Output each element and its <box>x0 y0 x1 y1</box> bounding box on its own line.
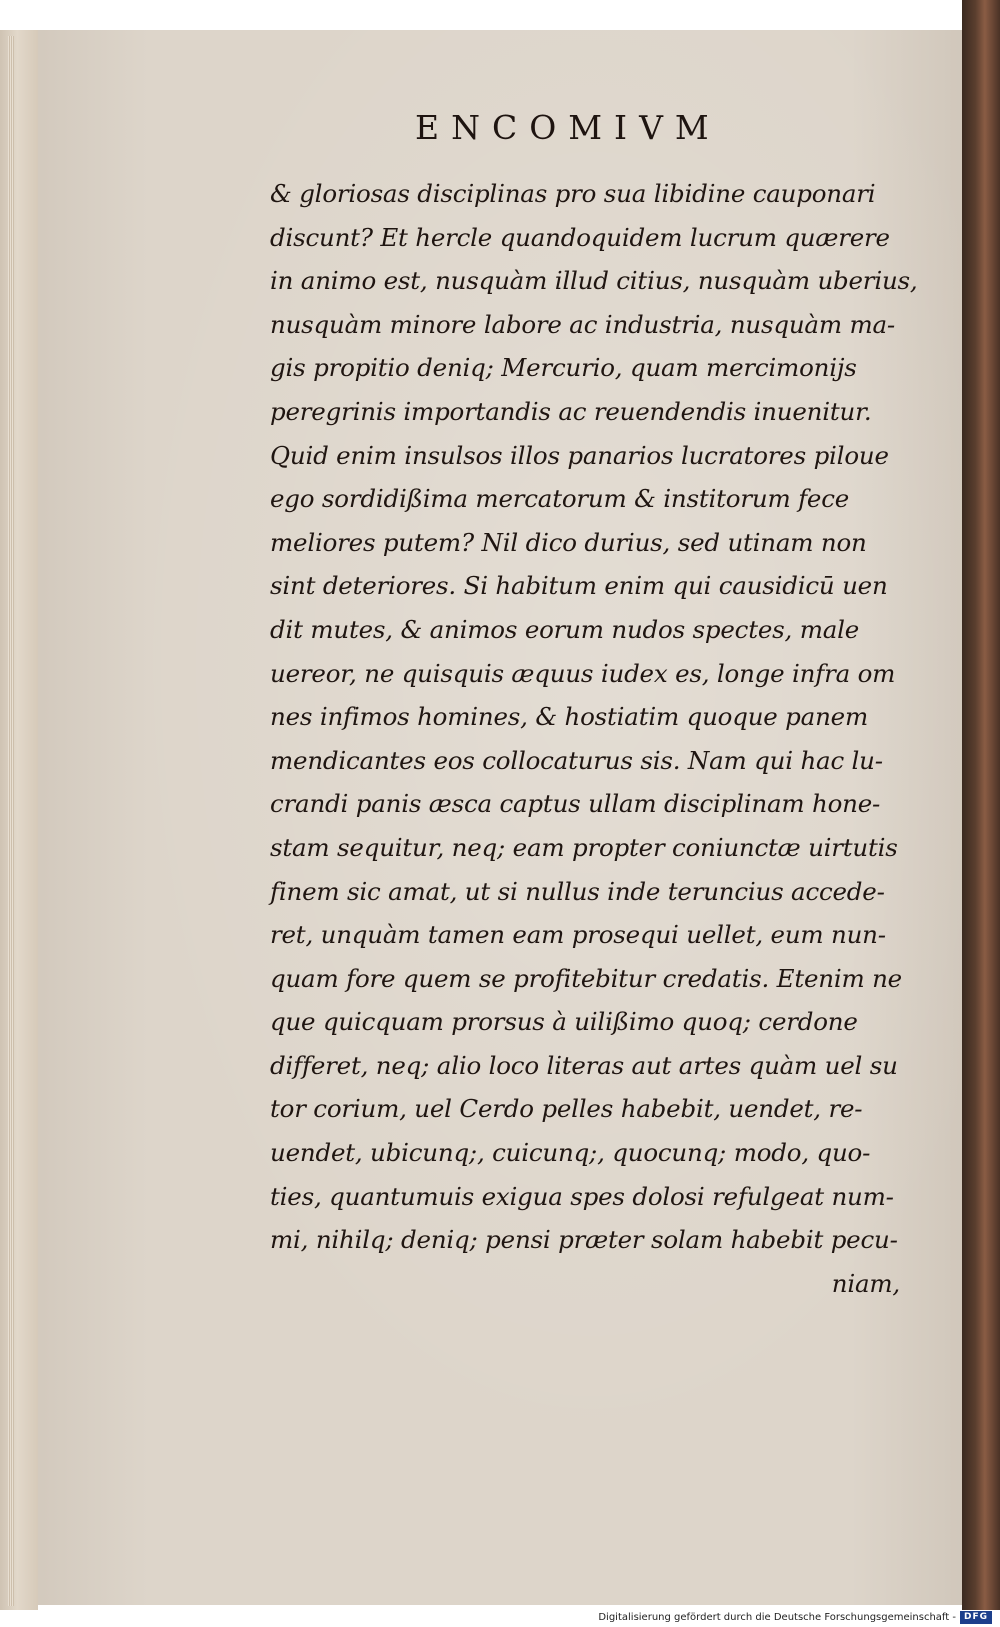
text-line: peregrinis importandis ac reuendendis inuenitur. <box>270 396 872 426</box>
text-line: nusquàm minore labore ac industria, nusquàm ma- <box>270 309 895 339</box>
text-line: Quid enim insulsos illos panarios lucratores piloue <box>270 440 889 470</box>
text-line: nes infimos homines, & hostiatim quoque panem <box>270 702 868 732</box>
text-line: finem sic amat, ut si nullus inde teruncius accede- <box>270 876 885 906</box>
running-head: ENCOMIVM <box>415 108 721 147</box>
page-stack-edge <box>8 36 14 1606</box>
text-line: ego sordidißima mercatorum & institorum fece <box>270 484 850 514</box>
text-line: in animo est, nusquàm illud citius, nusquàm uberius, <box>270 266 918 296</box>
text-line: tor corium, uel Cerdo pelles habebit, uendet, re- <box>270 1094 863 1124</box>
dfg-credit-text: Digitalisierung gefördert durch die Deutsche Forschungsgemeinschaft - <box>598 1612 956 1623</box>
text-line: stam sequitur, neq; eam propter coniunctæ uirtutis <box>270 832 898 862</box>
dfg-logo-icon: DFG <box>960 1611 992 1624</box>
text-line: crandi panis æsca captus ullam disciplinam hone- <box>270 789 881 819</box>
text-line: uereor, ne quisquis æquus iudex es, longe infra om <box>270 658 896 688</box>
text-line: meliores putem? Nil dico durius, sed utinam non <box>270 527 867 557</box>
text-line: discunt? Et hercle quandoquidem lucrum quærere <box>270 222 890 252</box>
catchword: niam, <box>831 1268 900 1298</box>
text-line: mi, nihilq; deniq; pensi præter solam habebit pecu- <box>270 1225 898 1255</box>
book-cover-edge <box>962 0 1000 1610</box>
text-line: & gloriosas disciplinas pro sua libidine cauponari <box>270 179 876 208</box>
body-text <box>270 172 918 1305</box>
text-line: uendet, ubicunq;, cuicunq;, quocunq; modo, quo- <box>270 1138 871 1168</box>
scan-top-margin <box>0 0 962 30</box>
text-line: quam fore quem se profitebitur credatis. Etenim ne <box>270 963 902 993</box>
text-line: differet, neq; alio loco literas aut artes quàm uel su <box>270 1050 898 1080</box>
text-line: gis propitio deniq; Mercurio, quam mercimonijs <box>270 353 857 383</box>
text-line: ties, quantumuis exigua spes dolosi refulgeat num- <box>270 1181 894 1211</box>
text-line: dit mutes, & animos eorum nudos spectes, male <box>270 614 860 644</box>
text-line: ret, unquàm tamen eam prosequi uellet, eum nun- <box>270 920 886 950</box>
text-line: que quicquam prorsus à uilißimo quoq; cerdone <box>270 1007 858 1037</box>
text-line: mendicantes eos collocaturus sis. Nam qui hac lu- <box>270 745 883 775</box>
book-gutter-edge <box>0 30 38 1610</box>
text-line: sint deteriores. Si habitum enim qui causidicū uen <box>270 571 888 601</box>
